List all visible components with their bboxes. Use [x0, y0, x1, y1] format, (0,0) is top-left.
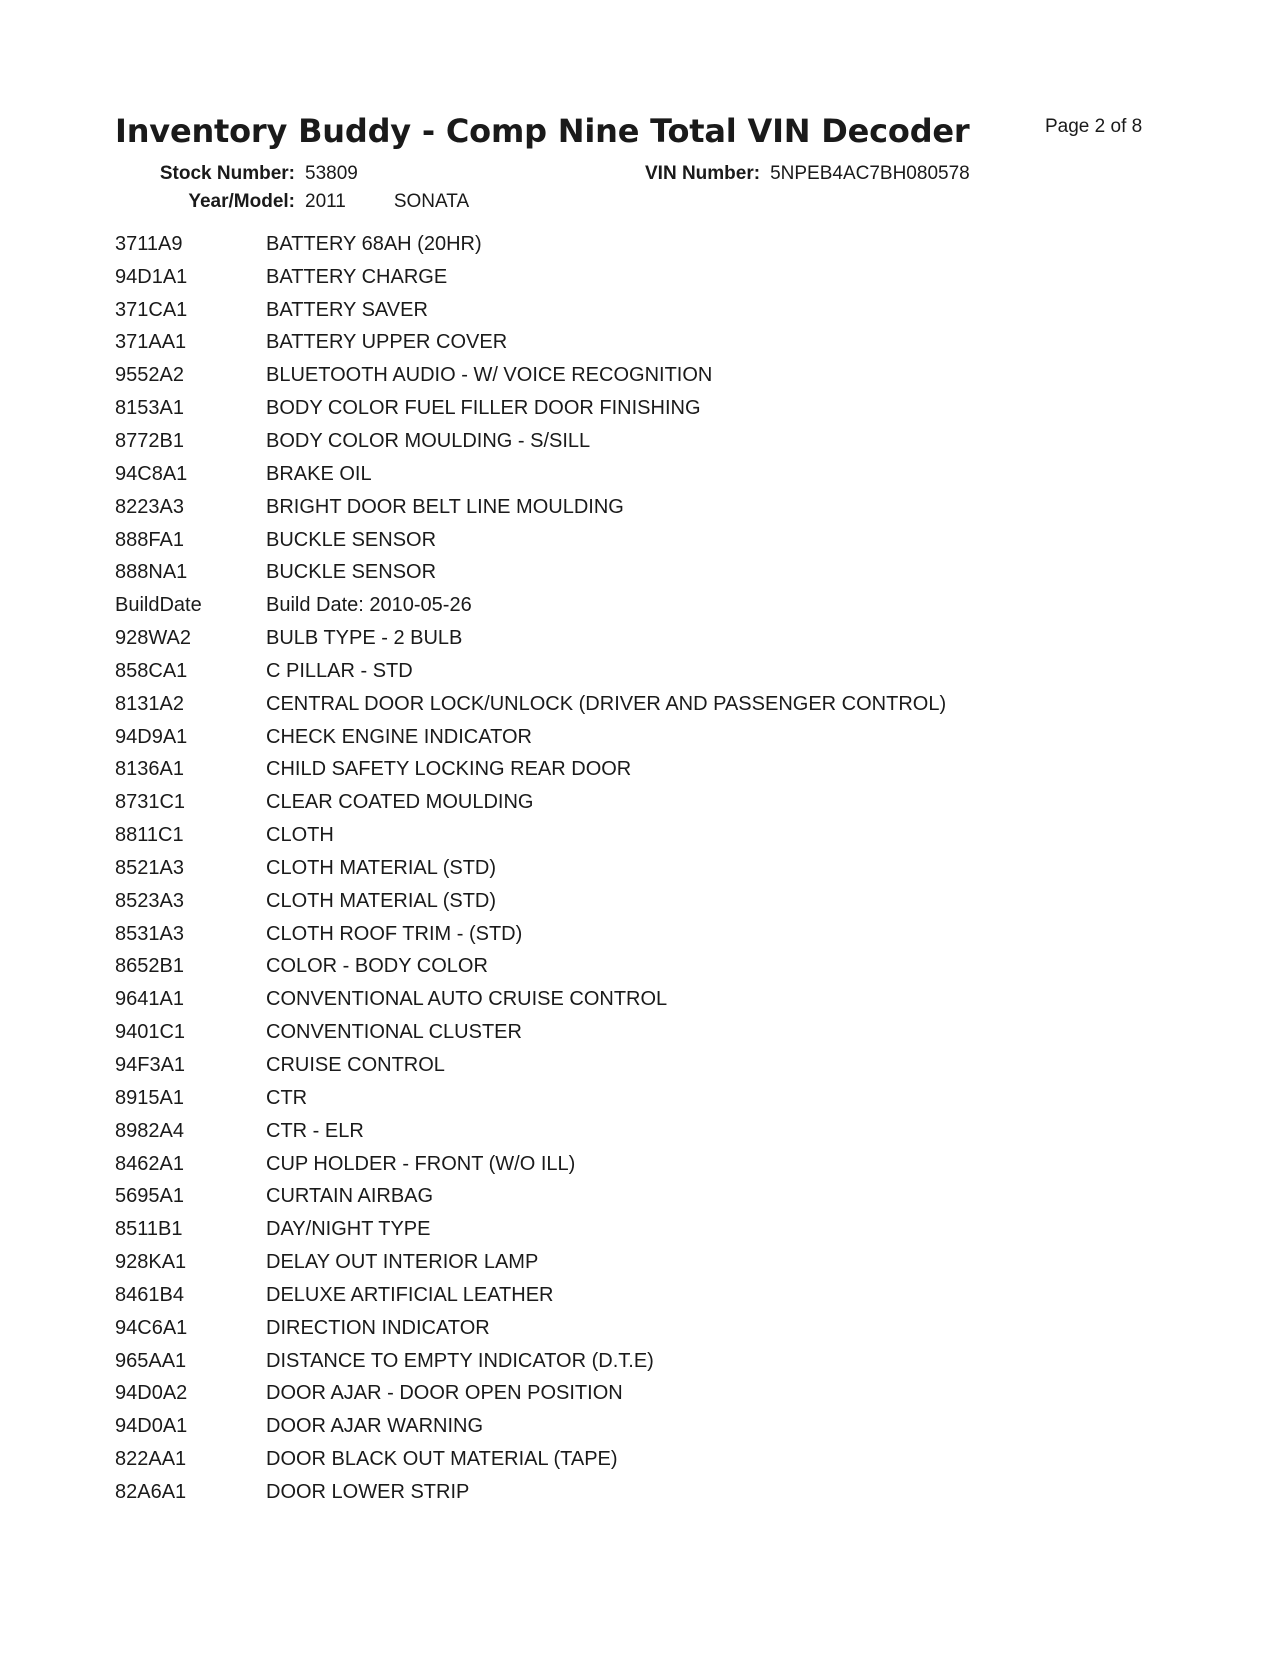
model-value: SONATA: [393, 191, 470, 212]
feature-code: 94D0A2: [115, 1382, 188, 1405]
feature-code: 94F3A1: [115, 1054, 186, 1077]
feature-code: 94D0A1: [115, 1415, 188, 1438]
feature-row: [115, 918, 1165, 951]
feature-description: BRIGHT DOOR BELT LINE MOULDING: [266, 495, 624, 518]
feature-code: 8523A3: [115, 889, 184, 912]
feature-description: CTR: [266, 1086, 308, 1109]
feature-row: [115, 688, 1165, 721]
feature-code: 9401C1: [115, 1021, 186, 1044]
feature-code: 371AA1: [115, 331, 187, 354]
feature-code: 9552A2: [115, 364, 184, 387]
feature-row: [115, 1279, 1165, 1312]
feature-code: 8982A4: [115, 1119, 184, 1142]
feature-code: 8731C1: [115, 791, 186, 814]
feature-row: [115, 885, 1165, 918]
feature-row: [115, 491, 1165, 524]
feature-row: [115, 1049, 1165, 1082]
feature-description: CLEAR COATED MOULDING: [266, 791, 534, 814]
feature-row: [115, 1246, 1165, 1279]
feature-description: DIRECTION INDICATOR: [266, 1316, 490, 1339]
feature-description: COLOR - BODY COLOR: [266, 955, 488, 978]
feature-row: [115, 359, 1165, 392]
feature-description: CRUISE CONTROL: [266, 1054, 445, 1077]
feature-row: [115, 1180, 1165, 1213]
feature-code: 94C6A1: [115, 1316, 188, 1339]
feature-description: DELUXE ARTIFICIAL LEATHER: [266, 1283, 554, 1306]
feature-code: 8136A1: [115, 758, 184, 781]
feature-description: BULB TYPE - 2 BULB: [266, 627, 463, 650]
feature-list: [115, 228, 1165, 1509]
feature-row: [115, 1443, 1165, 1476]
feature-code: 8511B1: [115, 1218, 183, 1241]
feature-code: 94D9A1: [115, 725, 188, 748]
stock-number-row: [155, 163, 358, 185]
feature-description: BODY COLOR FUEL FILLER DOOR FINISHING: [266, 397, 701, 420]
feature-code: 822AA1: [115, 1448, 187, 1471]
feature-code: 858CA1: [115, 659, 188, 682]
feature-code: 8462A1: [115, 1152, 184, 1175]
feature-code: 82A6A1: [115, 1480, 187, 1503]
feature-code: 3711A9: [115, 232, 183, 255]
year-value: 2011: [305, 191, 346, 212]
feature-description: DISTANCE TO EMPTY INDICATOR (D.T.E): [266, 1349, 654, 1372]
feature-code: 9641A1: [115, 988, 184, 1011]
feature-row: [115, 228, 1165, 261]
feature-code: 94C8A1: [115, 462, 188, 485]
feature-description: DOOR AJAR - DOOR OPEN POSITION: [266, 1382, 623, 1405]
feature-code: BuildDate: [115, 594, 202, 617]
feature-code: 8652B1: [115, 955, 184, 978]
feature-description: CLOTH ROOF TRIM - (STD): [266, 922, 523, 945]
feature-code: 888FA1: [115, 528, 184, 551]
feature-row: [115, 1082, 1165, 1115]
vin-number-value: 5NPEB4AC7BH080578: [770, 163, 970, 184]
feature-description: DAY/NIGHT TYPE: [266, 1218, 431, 1241]
feature-row: [115, 951, 1165, 984]
feature-row: [115, 786, 1165, 819]
feature-description: CTR - ELR: [266, 1119, 364, 1142]
feature-row: [115, 425, 1165, 458]
feature-row: [115, 819, 1165, 852]
feature-row: [115, 1148, 1165, 1181]
feature-code: 928KA1: [115, 1251, 187, 1274]
feature-description: C PILLAR - STD: [266, 659, 413, 682]
document-title: Inventory Buddy - Comp Nine Total VIN Decoder: [115, 112, 970, 150]
feature-description: BRAKE OIL: [266, 462, 372, 485]
feature-description: BATTERY CHARGE: [266, 265, 448, 288]
feature-row: [115, 458, 1165, 491]
feature-row: [115, 1410, 1165, 1443]
feature-description: CHECK ENGINE INDICATOR: [266, 725, 532, 748]
feature-code: 371CA1: [115, 298, 188, 321]
feature-description: CONVENTIONAL AUTO CRUISE CONTROL: [266, 988, 668, 1011]
feature-description: DOOR LOWER STRIP: [266, 1480, 470, 1503]
feature-description: BUCKLE SENSOR: [266, 561, 437, 584]
feature-code: 8915A1: [115, 1086, 184, 1109]
vin-number-row: [645, 163, 970, 185]
feature-row: [115, 983, 1165, 1016]
feature-code: 965AA1: [115, 1349, 187, 1372]
feature-description: CLOTH: [266, 824, 334, 847]
feature-code: 94D1A1: [115, 265, 188, 288]
feature-description: CUP HOLDER - FRONT (W/O ILL): [266, 1152, 576, 1175]
feature-description: BATTERY SAVER: [266, 298, 428, 321]
stock-number-value: 53809: [305, 163, 358, 184]
vin-number-label: VIN Number:: [645, 163, 761, 184]
feature-row: [115, 1115, 1165, 1148]
feature-row: [115, 294, 1165, 327]
feature-row: [115, 392, 1165, 425]
feature-row: [115, 622, 1165, 655]
feature-row: [115, 1016, 1165, 1049]
feature-code: 8461B4: [115, 1283, 184, 1306]
feature-row: [115, 1312, 1165, 1345]
stock-number-label: Stock Number:: [159, 163, 295, 184]
feature-code: 8223A3: [115, 495, 184, 518]
feature-code: 8772B1: [115, 429, 184, 452]
feature-description: CLOTH MATERIAL (STD): [266, 889, 497, 912]
feature-code: 8153A1: [115, 397, 184, 420]
feature-row: [115, 1345, 1165, 1378]
feature-description: BUCKLE SENSOR: [266, 528, 437, 551]
feature-code: 928WA2: [115, 627, 191, 650]
feature-row: [115, 852, 1165, 885]
feature-row: [115, 327, 1165, 360]
feature-description: BODY COLOR MOULDING - S/SILL: [266, 429, 591, 452]
feature-row: [115, 556, 1165, 589]
feature-description: BLUETOOTH AUDIO - W/ VOICE RECOGNITION: [266, 364, 713, 387]
feature-row: [115, 721, 1165, 754]
feature-description: BATTERY UPPER COVER: [266, 331, 508, 354]
feature-description: CHILD SAFETY LOCKING REAR DOOR: [266, 758, 632, 781]
feature-code: 888NA1: [115, 561, 188, 584]
feature-row: [115, 1213, 1165, 1246]
feature-code: 8811C1: [115, 824, 184, 847]
feature-code: 8531A3: [115, 922, 184, 945]
feature-description: DOOR BLACK OUT MATERIAL (TAPE): [266, 1448, 618, 1471]
feature-description: Build Date: 2010-05-26: [266, 594, 472, 617]
feature-description: DOOR AJAR WARNING: [266, 1415, 484, 1438]
feature-code: 8521A3: [115, 856, 184, 879]
feature-description: BATTERY 68AH (20HR): [266, 232, 482, 255]
page-number: Page 2 of 8: [1045, 116, 1143, 137]
feature-description: CENTRAL DOOR LOCK/UNLOCK (DRIVER AND PASSENGER CONTROL): [266, 692, 947, 715]
feature-description: CURTAIN AIRBAG: [266, 1185, 434, 1208]
year-model-row: [155, 191, 469, 213]
feature-code: 8131A2: [115, 692, 184, 715]
feature-row: [115, 1476, 1165, 1509]
feature-row: [115, 524, 1165, 557]
feature-row: [115, 754, 1165, 787]
feature-row: [115, 655, 1165, 688]
feature-row: [115, 261, 1165, 294]
feature-code: 5695A1: [115, 1185, 184, 1208]
feature-description: CONVENTIONAL CLUSTER: [266, 1021, 522, 1044]
feature-description: DELAY OUT INTERIOR LAMP: [266, 1251, 539, 1274]
feature-row: [115, 1378, 1165, 1411]
year-model-label: Year/Model:: [188, 191, 295, 212]
feature-description: CLOTH MATERIAL (STD): [266, 856, 497, 879]
feature-row: [115, 589, 1165, 622]
